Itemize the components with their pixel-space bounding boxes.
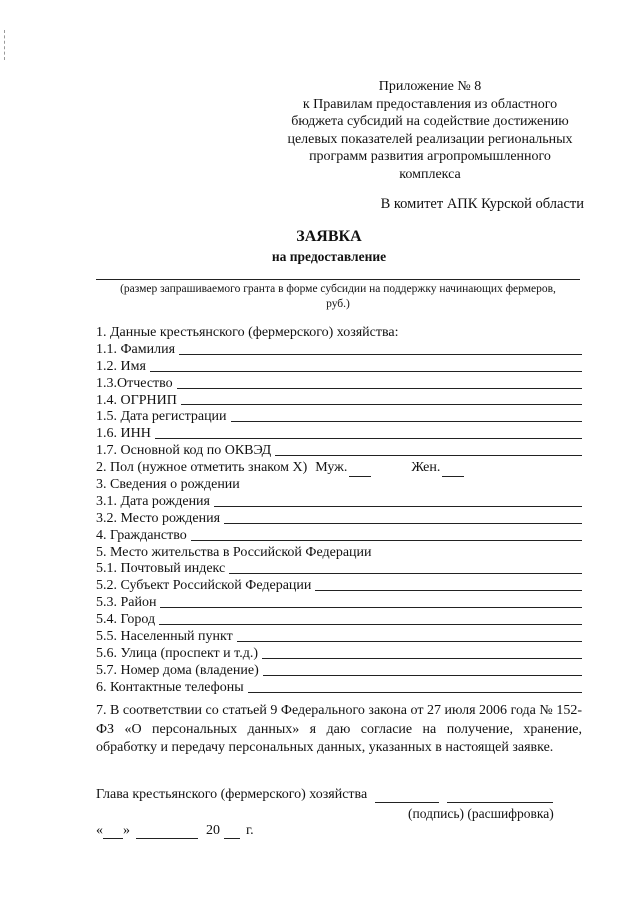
form-field-label: 1.7. Основной код по ОКВЭД (96, 443, 272, 459)
form-field-label: 1. Данные крестьянского (фермерского) хозяйства: (96, 324, 399, 340)
appendix-line: Приложение № 8 (378, 79, 482, 94)
form-field-row (96, 325, 582, 342)
form-field-row (96, 680, 582, 697)
form-field-blank[interactable] (179, 354, 582, 355)
form-field-row (96, 646, 582, 663)
date-open-quote: « (96, 823, 103, 838)
form-field-label: 5.2. Субъект Российской Федерации (96, 578, 312, 594)
form-field-blank[interactable] (191, 540, 582, 541)
appendix-line: программ развития агропромышленного (309, 149, 551, 164)
form-field-label: 1.3.Отчество (96, 375, 173, 391)
form-field-row (96, 376, 582, 393)
form-field-label: 5.4. Город (96, 612, 156, 628)
form-field-label: 1.5. Дата регистрации (96, 409, 227, 425)
signature-captions: (подпись) (расшифровка) (408, 806, 554, 821)
form-field-row (96, 528, 582, 545)
form-field-blank[interactable] (224, 523, 582, 524)
form-field-label: 1.4. ОГРНИП (96, 392, 177, 408)
addressee: В комитет АПК Курской области (380, 196, 584, 212)
sex-male-checkbox[interactable] (349, 465, 371, 477)
form-field-label: 4. Гражданство (96, 527, 187, 543)
consent-paragraph: 7. В соответствии со статьей 9 Федерального закона от 27 июля 2006 года № 152-ФЗ «О персональных данных» я даю согласие на получение, хранение, обработку и передачу персональных данных, указанных в настоящей заявке. (96, 703, 582, 755)
form-field-blank[interactable] (177, 388, 582, 389)
grant-amount-field[interactable] (96, 279, 580, 280)
appendix-line: целевых показателей реализации региональных (287, 131, 573, 147)
document-subtitle: на предоставление (271, 249, 387, 264)
form-field-blank[interactable] (237, 641, 582, 642)
date-close-quote: » (123, 823, 130, 838)
appendix-line: комплекса (399, 166, 461, 182)
form-field-row (96, 443, 582, 460)
date-year-suffix: г. (246, 823, 254, 838)
appendix-line: к Правилам предоставления из областного (302, 96, 558, 112)
form-field-row (96, 342, 582, 359)
form-field-label: 5.6. Улица (проспект и т.д.) (96, 645, 259, 661)
signature-label: Глава крестьянского (фермерского) хозяйства (96, 787, 368, 802)
signature-decoding-field[interactable] (447, 789, 553, 803)
form-field-label: 1.2. Имя (96, 358, 146, 374)
form-field-row (96, 460, 582, 477)
form-field-row (96, 494, 582, 511)
form-field-row (96, 545, 582, 562)
date-day-field[interactable] (103, 826, 123, 839)
form-field-label: 3.2. Место рождения (96, 510, 221, 526)
form-field-row (96, 663, 582, 680)
form-field-blank[interactable] (214, 506, 582, 507)
form-field-label: 5.1. Почтовый индекс (96, 561, 226, 577)
form-field-blank[interactable] (231, 421, 582, 422)
form-field-label: 5.5. Населенный пункт (96, 629, 233, 645)
form-field-row (96, 578, 582, 595)
form-field-blank[interactable] (275, 455, 582, 456)
scan-edge-mark (4, 30, 5, 60)
form-field-label: 1.6. ИНН (96, 426, 151, 442)
appendix-header (270, 78, 590, 183)
form-field-row (96, 511, 582, 528)
form-field-blank[interactable] (159, 624, 582, 625)
form-field-row (96, 393, 582, 410)
sex-female-checkbox[interactable] (442, 465, 464, 477)
appendix-line: бюджета субсидий на содействие достижению (291, 114, 569, 129)
form-field-label: 3. Сведения о рождении (96, 477, 240, 492)
form-field-row (96, 409, 582, 426)
form-field-label: 1.1. Фамилия (96, 341, 176, 357)
form-field-label: 5.7. Номер дома (владение) (96, 662, 259, 678)
form-field-blank[interactable] (263, 675, 582, 676)
date-month-field[interactable] (136, 826, 198, 839)
form-field-blank[interactable] (248, 692, 582, 693)
sex-female-label: Жен. (411, 460, 441, 476)
form-field-row (96, 561, 582, 578)
date-row (96, 823, 254, 839)
form-field-row (96, 612, 582, 629)
applicant-fields (96, 325, 582, 697)
sex-male-label: Муж. (315, 460, 348, 476)
form-field-blank[interactable] (160, 607, 582, 608)
form-field-label: 3.1. Дата рождения (96, 493, 210, 509)
form-field-blank[interactable] (229, 573, 582, 574)
form-field-row (96, 477, 582, 494)
form-field-label: 5.3. Район (96, 595, 157, 611)
form-field-label: 5. Место жительства в Российской Федерации (96, 544, 372, 560)
form-field-blank[interactable] (262, 658, 582, 659)
form-field-row (96, 629, 582, 646)
form-field-row (96, 359, 582, 376)
date-year-field[interactable] (224, 826, 240, 839)
form-field-blank[interactable] (181, 404, 582, 405)
signature-row (96, 787, 582, 803)
form-field-label: 2. Пол (нужное отметить знаком Х) (96, 460, 308, 476)
form-field-label: 6. Контактные телефоны (96, 679, 244, 695)
form-field-row (96, 426, 582, 443)
document-title: ЗАЯВКА (296, 228, 362, 245)
signature-field[interactable] (375, 789, 439, 803)
form-field-blank[interactable] (315, 590, 582, 591)
form-field-blank[interactable] (150, 371, 582, 372)
form-field-row (96, 595, 582, 612)
grant-amount-caption: (размер запрашиваемого гранта в форме субсидии на поддержку начинающих фермеров, руб.) (120, 283, 556, 310)
date-year-prefix: 20 (206, 823, 220, 838)
form-field-blank[interactable] (155, 438, 582, 439)
